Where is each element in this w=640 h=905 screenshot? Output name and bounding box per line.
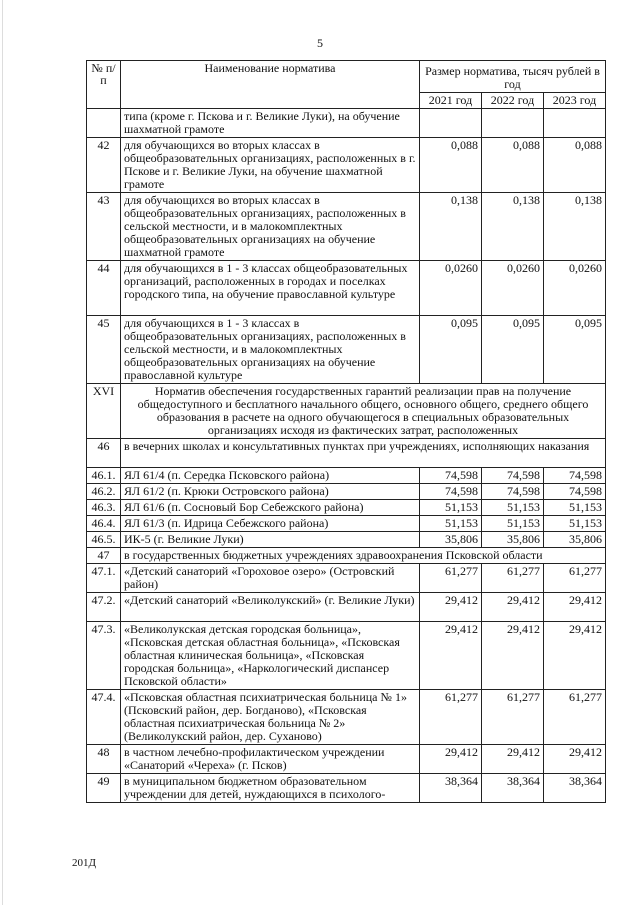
row-value-2023: 0,088 [544,138,606,193]
row-value-2022: 29,412 [482,593,544,622]
row-name: ЯЛ 61/2 (п. Крюки Островского района) [121,484,420,500]
row-value-2023: 61,277 [544,690,606,745]
row-value-2022: 74,598 [482,468,544,484]
header-year-2023: 2023 год [544,93,606,109]
row-name: в муниципальном бюджетном образовательном учреждении для детей, нуждающихся в психолого- [121,774,420,803]
row-value-2022: 61,277 [482,564,544,593]
header-num: № п/п [87,61,121,109]
row-value-2021: 51,153 [420,500,482,516]
group-num: 47 [87,548,121,564]
row-value-2021 [420,109,482,138]
row-name: для обучающихся в 1 - 3 классах общеобразовательных организаций, расположенных в городах и поселках городского типа, на обучение православной культуре [121,261,420,316]
row-value-2023: 29,412 [544,745,606,774]
row-value-2021: 29,412 [420,622,482,690]
page-edge-line [2,0,3,905]
row-value-2023: 0,138 [544,193,606,261]
group-row [87,439,606,468]
row-value-2023: 0,095 [544,316,606,384]
header-name: Наименование норматива [121,61,420,109]
row-value-2023: 51,153 [544,500,606,516]
header-size: Размер норматива, тысяч рублей в год [420,61,606,93]
group-name: в государственных бюджетных учреждениях здравоохранения Псковской области [121,548,606,564]
row-num: 46.5. [87,532,121,548]
row-value-2022: 29,412 [482,622,544,690]
row-num: 46.4. [87,516,121,532]
group-row [87,548,606,564]
row-value-2021: 29,412 [420,593,482,622]
table-row [87,564,606,593]
row-value-2022: 38,364 [482,774,544,803]
row-num: 46.3. [87,500,121,516]
row-value-2021: 0,138 [420,193,482,261]
row-value-2022: 0,088 [482,138,544,193]
row-name: для обучающихся во вторых классах в общеобразовательных организациях, расположенных в сельской местности, и в малокомплектных общеобразовательных организациях на обучение шахматной грамоте [121,193,420,261]
footer-code: 201Д [72,857,97,869]
row-value-2023: 0,0260 [544,261,606,316]
row-name: «Псковская областная психиатрическая больница № 1» (Псковский район, дер. Богданово), «Псковская областная психиатрическая больница № 2» (Великолукский район, дер. Суханово) [121,690,420,745]
row-value-2022: 0,0260 [482,261,544,316]
group-num: 46 [87,439,121,468]
row-value-2022: 51,153 [482,516,544,532]
row-value-2023: 74,598 [544,484,606,500]
row-value-2021: 51,153 [420,516,482,532]
row-name: для обучающихся в 1 - 3 классах в общеобразовательных организациях, расположенных в сельской местности, и в малокомплектных общеобразовательных организациях на обучение православной культуре [121,316,420,384]
row-num: 49 [87,774,121,803]
table-row [87,109,606,138]
row-value-2023: 74,598 [544,468,606,484]
row-value-2021: 0,088 [420,138,482,193]
row-num [87,109,121,138]
row-name: для обучающихся во вторых классах в общеобразовательных организациях, расположенных в г. Пскове и г. Великие Луки, на обучение шахматной грамоте [121,138,420,193]
row-num: 47.1. [87,564,121,593]
table-header-row [87,61,606,93]
row-value-2021: 29,412 [420,745,482,774]
row-name: «Великолукская детская городская больница», «Псковская детская областная больница», «Псковская областная клиническая больница», «Псковская городская больница», «Наркологический диспансер Псковской области» [121,622,420,690]
row-value-2023: 61,277 [544,564,606,593]
row-num: 42 [87,138,121,193]
table-row [87,622,606,690]
row-value-2022: 0,095 [482,316,544,384]
section-num: XVI [87,384,121,439]
row-value-2023: 29,412 [544,622,606,690]
table-row [87,500,606,516]
row-value-2021: 61,277 [420,690,482,745]
table-row [87,484,606,500]
row-value-2021: 74,598 [420,484,482,500]
row-value-2022: 29,412 [482,745,544,774]
group-name: в вечерних школах и консультативных пунктах при учреждениях, исполняющих наказания [121,439,606,468]
table-row [87,468,606,484]
row-num: 48 [87,745,121,774]
row-value-2022: 61,277 [482,690,544,745]
table-row [87,745,606,774]
row-value-2023 [544,109,606,138]
row-value-2023: 35,806 [544,532,606,548]
row-value-2021: 35,806 [420,532,482,548]
row-value-2022 [482,109,544,138]
table-row [87,261,606,316]
header-year-2022: 2022 год [482,93,544,109]
row-value-2021: 61,277 [420,564,482,593]
row-value-2022: 35,806 [482,532,544,548]
row-num: 46.2. [87,484,121,500]
row-value-2022: 0,138 [482,193,544,261]
section-title: Норматив обеспечения государственных гарантий реализации прав на получение общедоступного и бесплатного начального общего, основного общего, среднего общего образования в расчете на одного обучающегося в специальных образовательных организациях исходя из фактических затрат, расположенных [121,384,606,439]
table-row [87,593,606,622]
normatives-table [86,60,606,803]
row-name: ЯЛ 61/4 (п. Середка Псковского района) [121,468,420,484]
row-num: 43 [87,193,121,261]
row-num: 47.3. [87,622,121,690]
row-value-2023: 51,153 [544,516,606,532]
row-value-2022: 74,598 [482,484,544,500]
row-value-2023: 38,364 [544,774,606,803]
row-value-2021: 0,0260 [420,261,482,316]
page-number: 5 [317,36,323,50]
row-value-2021: 38,364 [420,774,482,803]
table-row [87,774,606,803]
table-row [87,193,606,261]
table-row [87,316,606,384]
row-name: в частном лечебно-профилактическом учреждении «Санаторий «Череха» (г. Псков) [121,745,420,774]
row-name: типа (кроме г. Пскова и г. Великие Луки), на обучение шахматной грамоте [121,109,420,138]
row-value-2022: 51,153 [482,500,544,516]
row-value-2021: 74,598 [420,468,482,484]
row-num: 45 [87,316,121,384]
row-num: 44 [87,261,121,316]
row-value-2021: 0,095 [420,316,482,384]
table-row [87,690,606,745]
table-row [87,516,606,532]
table-row [87,532,606,548]
row-name: ЯЛ 61/3 (п. Идрица Себежского района) [121,516,420,532]
row-num: 46.1. [87,468,121,484]
row-name: «Детский санаторий «Великолукский» (г. Великие Луки) [121,593,420,622]
section-row [87,384,606,439]
row-name: «Детский санаторий «Гороховое озеро» (Островский район) [121,564,420,593]
row-value-2023: 29,412 [544,593,606,622]
header-year-2021: 2021 год [420,93,482,109]
row-name: ИК-5 (г. Великие Луки) [121,532,420,548]
table-row [87,138,606,193]
row-num: 47.4. [87,690,121,745]
row-num: 47.2. [87,593,121,622]
row-name: ЯЛ 61/6 (п. Сосновый Бор Себежского района) [121,500,420,516]
